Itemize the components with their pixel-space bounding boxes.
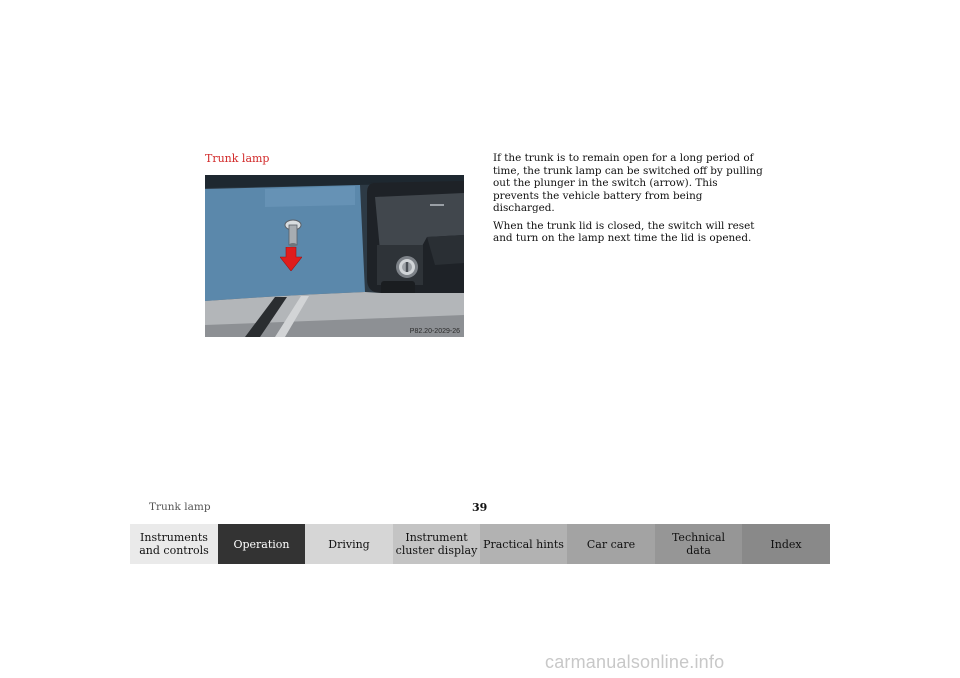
tab-instrument-cluster-display[interactable]: Instrument cluster display [393,524,480,564]
tab-operation[interactable]: Operation [218,524,305,564]
trunk-lamp-figure [205,175,464,337]
lock-cylinder-icon[interactable] [395,255,419,279]
tab-instruments-and-controls[interactable]: Instruments and controls [130,524,218,564]
tab-index[interactable]: Index [742,524,830,564]
red-arrow-down-icon [280,247,302,271]
tab-practical-hints[interactable]: Practical hints [480,524,567,564]
running-head: Trunk lamp [149,501,211,513]
figure-code: P82.20-2029-26 [409,328,460,335]
page-number: 39 [472,501,488,514]
switch-plunger-icon[interactable] [281,219,305,249]
tab-technical-data[interactable]: Technical data [655,524,742,564]
watermark-logo: carmanualsonline.info [545,652,725,672]
tab-driving[interactable]: Driving [305,524,393,564]
chapter-tabs [130,524,830,564]
section-heading: Trunk lamp [205,152,270,165]
trunk-illustration [205,175,464,337]
body-text [493,152,763,250]
body-paragraph: When the trunk lid is closed, the switch will reset and turn on the lamp next time the lid is opened. [493,219,755,244]
body-paragraph: If the trunk is to remain open for a long period of time, the trunk lamp can be switched off by pulling out the plunger in the switch (arrow). This prevents the vehicle battery from being discharged. [493,152,763,214]
tab-car-care[interactable]: Car care [567,524,655,564]
